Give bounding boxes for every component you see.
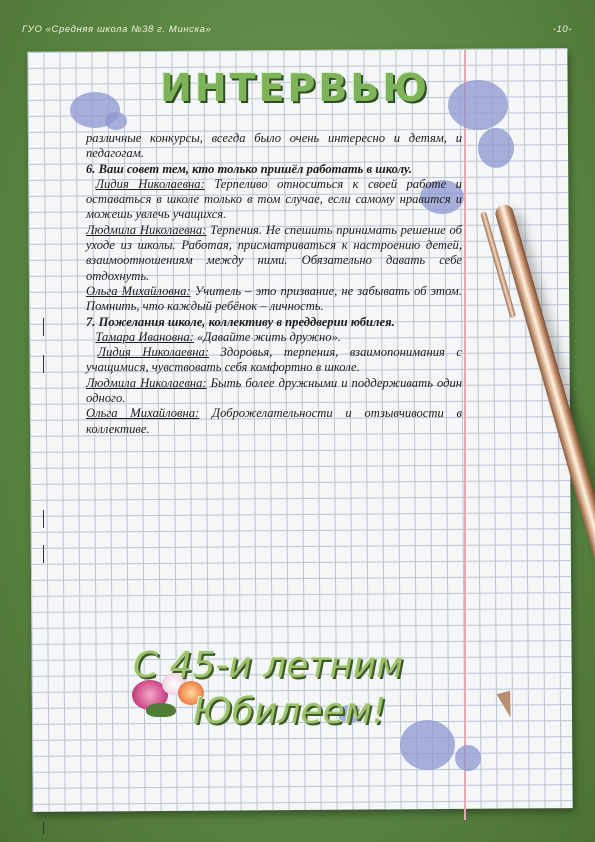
binder-mark: [43, 545, 48, 563]
flower-bouquet-icon: [146, 703, 176, 717]
answer-text: Быть более дружными и поддерживать один одного.: [86, 375, 462, 406]
ink-splash-icon: [105, 112, 127, 130]
binder-mark: [43, 822, 48, 834]
ink-splash-icon: [478, 128, 514, 168]
question-7: 7. Пожелания школе, коллективу в преддверии юбилея.: [86, 314, 395, 329]
answer-text: Учитель – это призвание, не забывать об этом. Помнить, что каждый ребёнок – личность.: [86, 283, 462, 314]
jubilee-line-1: С 45-и летним: [133, 645, 404, 686]
page-header: [22, 24, 574, 38]
answer-text: Доброжелательности и отзывчивости в коллективе.: [86, 406, 462, 436]
answer: [86, 406, 462, 437]
respondent-name: Людмила Николаевна:: [86, 375, 207, 390]
answer-text: «Давайте жить дружно».: [193, 329, 341, 344]
answer: [86, 345, 462, 376]
jubilee-banner: [128, 645, 448, 735]
answer: [86, 284, 462, 315]
binder-mark: [43, 510, 48, 528]
respondent-name: Ольга Михайловна:: [86, 283, 191, 298]
paragraph: различные конкурсы, всегда было очень интересно и детям, и педагогам.: [86, 131, 462, 161]
binder-mark: [43, 318, 48, 336]
respondent-name: Ольга Михайловна:: [86, 406, 200, 421]
interview-text: [86, 131, 462, 437]
answer-text: Терпения. Не спешить принимать решение об уходе из школы. Работая, присматриваться к настроению детей, взаимоотношениям между ними. Обязательно давать себе отдохнуть.: [86, 222, 462, 283]
ink-splash-icon: [448, 80, 508, 130]
answer: [86, 177, 462, 223]
respondent-name: Лидия Николаевна:: [97, 345, 209, 360]
page-title: ИНТЕРВЬЮ: [160, 66, 430, 110]
page-number: -10-: [552, 24, 572, 35]
jubilee-line-2: Юбилеем!: [193, 691, 387, 732]
binder-mark: [43, 355, 48, 373]
respondent-name: Людмила Николаевна:: [86, 222, 207, 237]
school-name: ГУО «Средняя школа №38 г. Минска»: [22, 24, 212, 35]
respondent-name: Тамара Ивановна:: [95, 329, 194, 344]
ink-splash-icon: [455, 745, 481, 771]
answer: [86, 376, 462, 407]
answer: [86, 330, 462, 345]
margin-line: [464, 50, 466, 820]
answer-text: Терпеливо относиться к своей работе и оставаться в школе только в том случае, если самому нравится и можешь увлечь учащихся.: [86, 176, 462, 222]
answer-text: Здоровья, терпения, взаимопонимания с учащимися, чувствовать себя комфортно в школе.: [86, 345, 462, 375]
respondent-name: Лидия Николаевна:: [95, 176, 205, 191]
answer: [86, 223, 462, 284]
question-6: 6. Ваш совет тем, кто только пришёл работать в школу.: [86, 161, 412, 176]
